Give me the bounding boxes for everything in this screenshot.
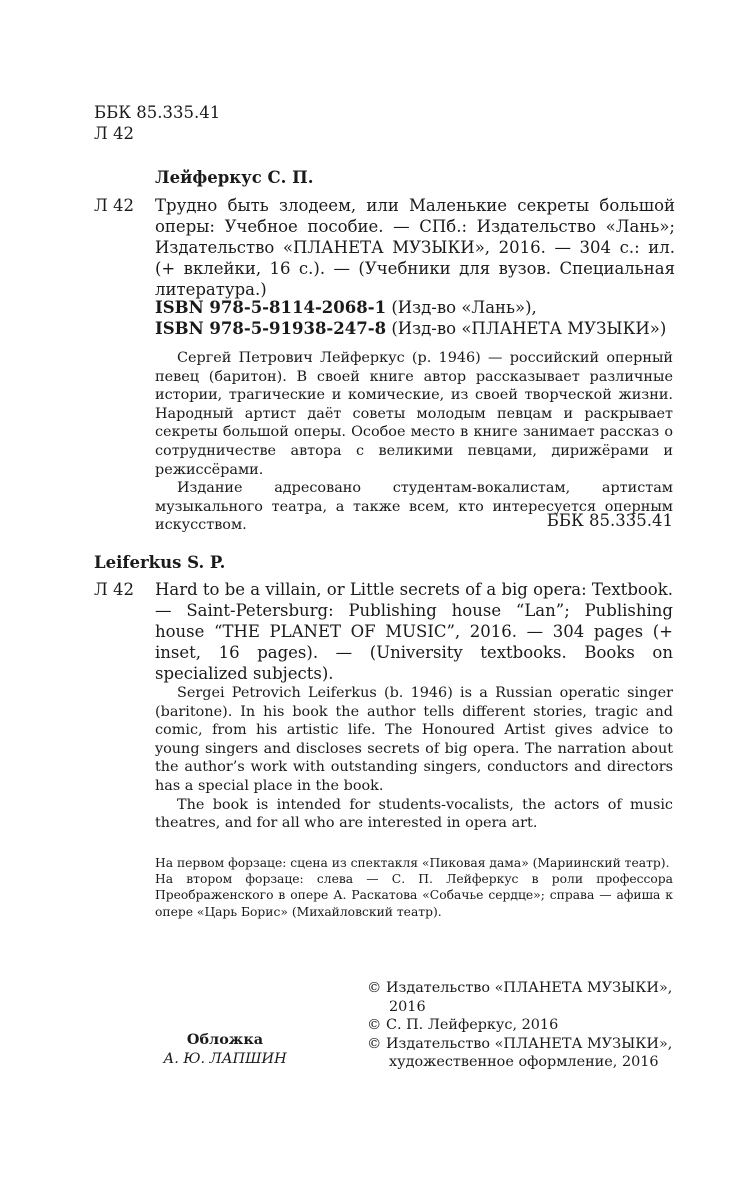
isbn-line-1 xyxy=(155,297,685,318)
cover-artist: А. Ю. ЛАПШИН xyxy=(163,1050,287,1067)
russian-description: Трудно быть злодеем, или Маленькие секреты большой оперы: Учебное пособие. — СПб.: Издательство «Лань»; Издательство «ПЛАНЕТА МУЗЫКИ», 2016. — 304 с.: ил. (+ вклейки, 16 с.). — (Учебники для вузов. Специальная литература.) xyxy=(155,196,675,299)
english-annotation-paragraph: The book is intended for students-vocalists, the actors of music theatres, and for all who are interested in opera art. xyxy=(155,796,673,832)
russian-author-mark: Л 42 xyxy=(94,196,135,215)
cover-label: Обложка xyxy=(186,1031,264,1048)
isbn-number-2: ISBN 978-5-91938-247-8 xyxy=(155,319,387,338)
russian-annotation-paragraph: Сергей Петрович Лейферкус (р. 1946) — российский оперный певец (баритон). В своей книге автор рассказывает различные истории, трагические и комические, из своей творческой жизни. Народный артист даёт советы молодым певцам и раскрывает секреты большой оперы. Особое место в книге занимает рассказ о сотрудничестве автора с великими певцами, дирижёрами и режиссёрами. xyxy=(155,350,673,478)
bbk-code: ББК 85.335.41 xyxy=(94,103,221,122)
classification-block xyxy=(94,102,294,144)
english-author: Leiferkus S. P. xyxy=(94,553,226,572)
english-description: Hard to be a villain, or Little secrets of a big opera: Textbook. — Saint-Petersburg: Publishing house “Lan”; Publishing house “THE PLANET OF MUSIC”, 2016. — 304 pages (+ inset, 16 pages). — (University textbooks. Books on specialized subjects). xyxy=(155,580,673,683)
endpaper-note: На втором форзаце: слева — С. П. Лейферкус в роли профессора Преображенского в опере А. Раскатова «Собачье сердце»; справа — афиша к опере «Царь Борис» (Михайловский театр). xyxy=(155,872,673,919)
cover-credit xyxy=(150,1031,300,1068)
endpaper-notes xyxy=(155,855,673,920)
isbn-publisher-2: (Изд-во «ПЛАНЕТА МУЗЫКИ») xyxy=(391,319,667,338)
isbn-block xyxy=(155,297,685,339)
russian-bbk-code: ББК 85.335.41 xyxy=(546,511,673,530)
russian-author: Лейферкус С. П. xyxy=(155,168,314,187)
russian-annotation xyxy=(155,349,673,535)
copyright-line: © Издательство «ПЛАНЕТА МУЗЫКИ», художественное оформление, 2016 xyxy=(367,1035,673,1071)
english-annotation-paragraph: Sergei Petrovich Leiferkus (b. 1946) is a Russian operatic singer (baritone). In his book the author tells different stories, tragic and comic, from his artistic life. The Honoured Artist gives advice to young singers and discloses secrets of big opera. The narration about the author’s work with outstanding singers, conductors and directors has a special place in the book. xyxy=(155,685,673,794)
copyright-block xyxy=(367,979,677,1072)
isbn-line-2 xyxy=(155,318,685,339)
english-author-mark: Л 42 xyxy=(94,580,135,599)
copyright-line: © Издательство «ПЛАНЕТА МУЗЫКИ», 2016 xyxy=(367,980,673,1015)
author-mark: Л 42 xyxy=(94,124,135,143)
russian-annotation-paragraph: Издание адресовано студентам-вокалистам, артистам музыкального театра, а также всем, кто интересуется оперным искусством. xyxy=(155,480,673,534)
copyright-line: © С. П. Лейферкус, 2016 xyxy=(367,1017,559,1034)
english-annotation xyxy=(155,684,673,833)
isbn-number-1: ISBN 978-5-8114-2068-1 xyxy=(155,298,387,317)
isbn-publisher-1: (Изд-во «Лань»), xyxy=(391,298,537,317)
endpaper-note: На первом форзаце: сцена из спектакля «Пиковая дама» (Мариинский театр). xyxy=(155,856,670,870)
